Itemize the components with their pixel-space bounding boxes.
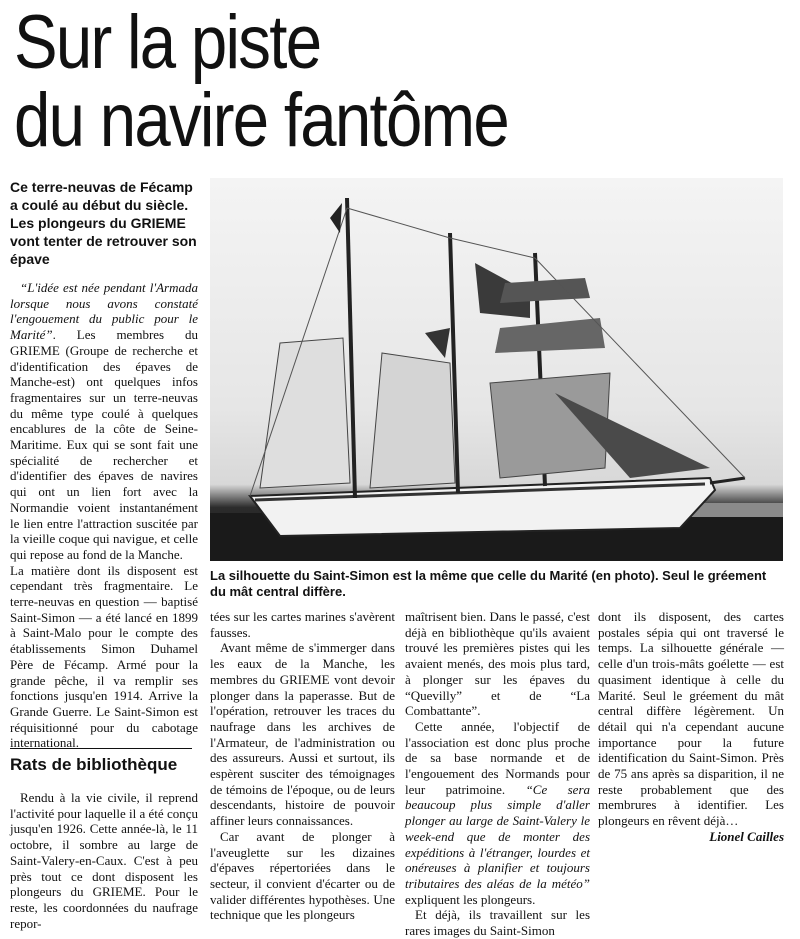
sail-aft — [260, 338, 350, 488]
paragraph-2: La matière dont ils disposent est cependant très fragmentaire. Le terre-neuvas en question — baptisé Saint-Simon — a été lancé en 1899 à Saint-Malo pour le compte des établissements Simon Duhamel Père de Fécamp. Armé pour la grande pêche, il va remplir ses fonctions jusqu'en 1914. Arrive la Grande Guerre. Le Saint-Simon est réquisitionné pour du cabotage international. — [10, 562, 198, 751]
col3-paragraph-3: Et déjà, ils travaillent sur les rares images du Saint-Simon — [405, 907, 590, 939]
fore-topsail-1 — [500, 278, 590, 303]
column-2 — [210, 609, 395, 923]
headline-line-1: Sur la piste — [14, 0, 321, 85]
headline — [14, 0, 508, 163]
paragraph-intro — [10, 280, 198, 563]
ship-photo — [210, 178, 783, 561]
sailing-ship-illustration — [210, 178, 783, 561]
col3-paragraph-2 — [405, 719, 590, 907]
col3-p2-end: expliquent les plongeurs. — [405, 891, 536, 907]
stern-flag — [330, 203, 342, 233]
photo-caption: La silhouette du Saint-Simon est la même que celle du Marité (en photo). Seul le gréement du mât central diffère. — [210, 568, 767, 599]
col3-paragraph-1: maîtrisent bien. Dans le passé, c'est déjà en bibliothèque qu'ils avaient trouvé les premières pistes qui les avaient menés, des mois plus tard, à plonger sur les épaves du “Quevilly” et de “La Combattante”. — [405, 609, 590, 719]
column-3 — [405, 609, 590, 939]
column-1 — [10, 280, 198, 751]
col3-p2-quote: “Ce sera beaucoup plus simple d'aller plonger au large de Saint-Valery le week-end que de monter des expéditions à l'étranger, lourdes et onéreuses à planifier et toujours tributaires des aléas de la météo” — [405, 781, 591, 891]
fore-topsail-2 — [495, 318, 605, 353]
paragraph-3: Rendu à la vie civile, il reprend l'activité pour laquelle il a été conçu jusqu'en 1926. Cette année-là, le 11 octobre, il sombre au large de Saint-Valery-en-Caux. C'est à peu près tout ce dont disposent les plongeurs du GRIEME. Pour le reste, les coordonnées du naufrage repor- — [10, 790, 198, 931]
rigging-line — [347, 208, 450, 238]
intro-rest: . Les membres du GRIEME (Groupe de recherche et d'identification des épaves de Manche-est) ont quelques infos fragmentaires sur un terre-neuvas du même type coulé à quelques encablures de la côte de Seine-Maritime. Eux qui se sont fait une spécialité de rechercher et d'identifier des épaves de navires qui ont un lien fort avec la Normandie voient instantanément le lien entre l'attraction suscitée par la vieille coque qui navigue, et celle qui repose au fond de la Manche. — [10, 327, 198, 562]
col2-paragraph-1: tées sur les cartes marines s'avèrent fausses. — [210, 609, 395, 640]
rigging-line — [450, 238, 535, 258]
col4-paragraph-1: dont ils disposent, des cartes postales sépia qui ont traversé le temps. La silhouette générale — celle d'un trois-mâts goélette — est quasiment identique à celle du Marité. Seul le gréement du mât central diffère légèrement. Un détail qui n'a cependant aucune importance pour la future identification du Saint-Simon. Près de 75 ans après sa disparition, il ne reste probablement que des membrures à identifier. Les plongeurs en rêvent déjà… — [598, 609, 784, 829]
column-1-lower — [10, 790, 198, 931]
article-deck: Ce terre-neuvas de Fécamp a coulé au début du siècle. Les plongeurs du GRIEME vont tenter de retrouver son épave — [10, 179, 197, 267]
author-byline: Lionel Cailles — [709, 828, 784, 844]
bowsprit — [710, 478, 745, 483]
section-subhead: Rats de bibliothèque — [10, 748, 192, 775]
column-4 — [598, 609, 784, 845]
col3-p2-start: Cette année, l'objectif de l'association est donc plus proche de sa base normande et de l'engouement des Normands pour leur patrimoine. — [405, 718, 590, 797]
col2-paragraph-3: Car avant de plonger à l'aveuglette sur les dizaines d'épaves répertoriées dans le secteur, il convient d'écarter ou de valider différentes hypothèses. Une technique que les plongeurs — [210, 828, 395, 923]
sail-main — [370, 353, 455, 488]
pennant — [425, 328, 450, 358]
headline-line-2: du navire fantôme — [14, 78, 508, 163]
intro-quote: “L'idée est née pendant l'Armada lorsque nous avons constaté l'engouement du public pour le Marité” — [10, 280, 198, 343]
col2-paragraph-2: Avant même de s'immerger dans les eaux de la Manche, les membres du GRIEME vont devoir plonger dans la paperasse. But de l'opération, retrouver les traces du naufrage dans les archives de l'Armateur, de l'administration ou des assureurs. Aussi et surtout, ils espèrent susciter des témoignages de témoins de l'époque, ou de leurs descendants, histoire de pouvoir affiner leurs connaissances. — [210, 640, 395, 829]
